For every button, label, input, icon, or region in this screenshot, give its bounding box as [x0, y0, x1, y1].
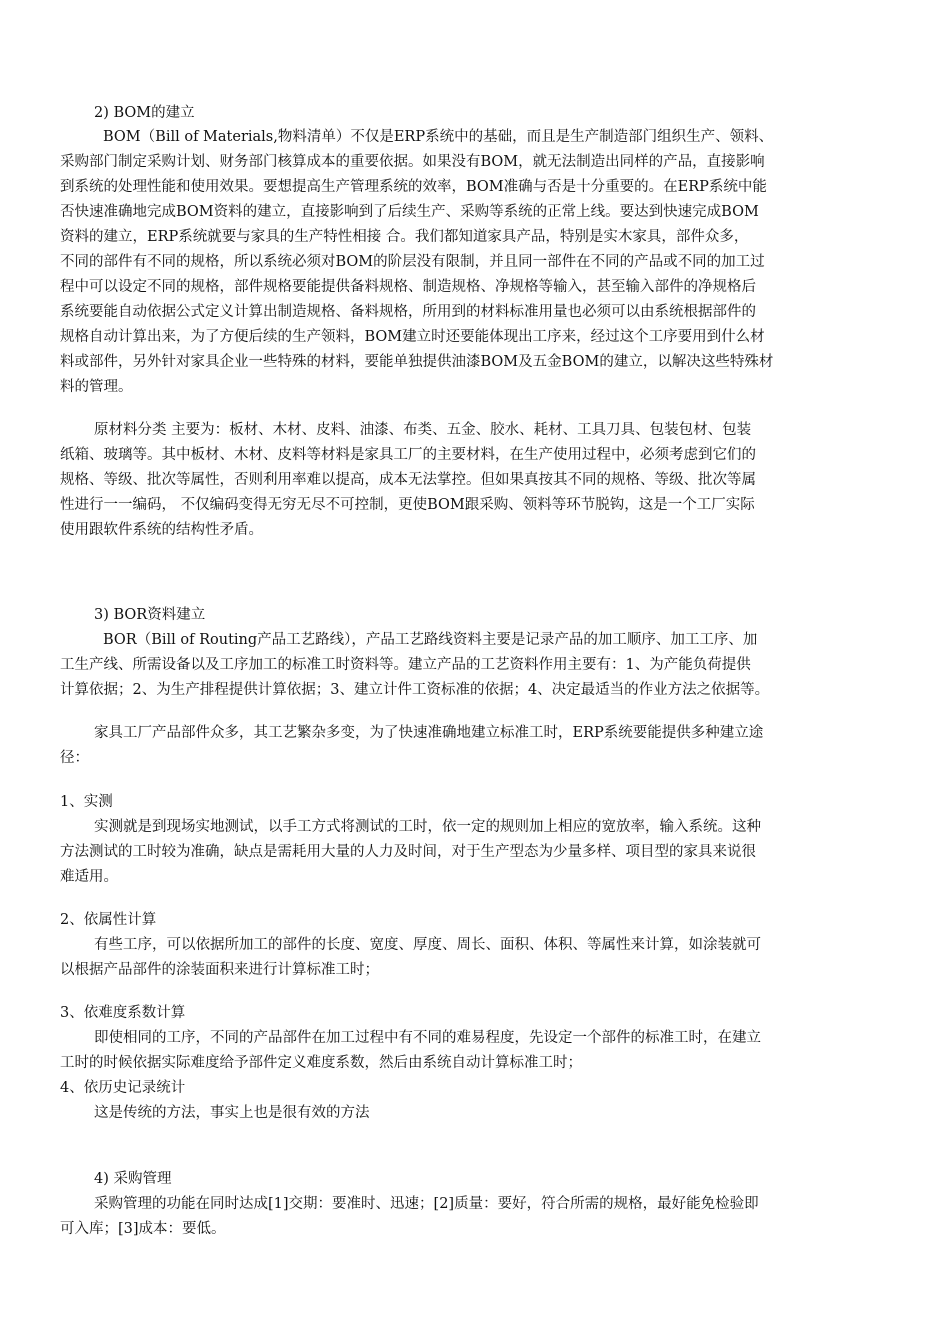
paragraph-line: 采购部门制定采购计划、财务部门核算成本的重要依据。如果没有BOM，就无法制造出同样的产品，直接影响 — [60, 154, 765, 170]
paragraph-line: 这是传统的方法，事实上也是很有效的方法 — [94, 1105, 370, 1121]
list-item-title: 4、依历史记录统计 — [60, 1080, 186, 1096]
paragraph-line: 性进行一一编码， 不仅编码变得无穷无尽不可控制，更使BOM跟采购、领料等环节脱钩，这是一个工厂实际 — [60, 497, 755, 513]
paragraph-line: 以根据产品部件的涂装面积来进行计算标准工时； — [60, 962, 379, 978]
paragraph-line: 径： — [60, 750, 89, 766]
paragraph-line: BOM（Bill of Materials,物料清单）不仅是ERP系统中的基础，而且是生产制造部门组织生产、领料、 — [103, 129, 774, 145]
list-item-title: 3、依难度系数计算 — [60, 1005, 186, 1021]
paragraph-line: 工生产线、所需设备以及工序加工的标准工时资料等。建立产品的工艺资料作用主要有：1、为产能负荷提供 — [60, 657, 751, 673]
section-heading-bor: 3) BOR资料建立 — [94, 607, 206, 623]
paragraph-line: 可入库；[3]成本：要低。 — [60, 1221, 226, 1237]
list-item-title: 1、实测 — [60, 794, 113, 810]
paragraph-line: 家具工厂产品部件众多，其工艺繁杂多变，为了快速准确地建立标准工时，ERP系统要能提供多种建立途 — [94, 725, 764, 741]
paragraph-line: 系统要能自动依据公式定义计算出制造规格、备料规格，所用到的材料标准用量也必须可以由系统根据部件的 — [60, 304, 756, 320]
paragraph-line: 规格、等级、批次等属性，否则利用率难以提高，成本无法掌控。但如果真按其不同的规格、等级、批次等属 — [60, 472, 756, 488]
paragraph-line: 工时的时候依据实际难度给予部件定义难度系数，然后由系统自动计算标准工时； — [60, 1055, 582, 1071]
section-heading-bom: 2) BOM的建立 — [94, 105, 195, 121]
paragraph-line: 方法测试的工时较为准确，缺点是需耗用大量的人力及时间，对于生产型态为少量多样、项目型的家具来说很 — [60, 844, 756, 860]
paragraph-line: 料或部件，另外针对家具企业一些特殊的材料，要能单独提供油漆BOM及五金BOM的建立，以解决这些特殊材 — [60, 354, 774, 370]
paragraph-line: 采购管理的功能在同时达成[1]交期：要准时、迅速；[2]质量：要好，符合所需的规格，最好能免检验即 — [94, 1196, 759, 1212]
paragraph-line: 使用跟软件系统的结构性矛盾。 — [60, 522, 263, 538]
section-heading-purchasing: 4) 采购管理 — [94, 1171, 172, 1187]
paragraph-line: 资料的建立，ERP系统就要与家具的生产特性相接 合。我们都知道家具产品，特别是实木家具，部件众多， — [60, 229, 749, 245]
paragraph-line: 程中可以设定不同的规格，部件规格要能提供备料规格、制造规格、净规格等输入，甚至输入部件的净规格后 — [60, 279, 756, 295]
paragraph-line: 计算依据；2、为生产排程提供计算依据；3、建立计件工资标准的依据；4、决定最适当的作业方法之依据等。 — [60, 682, 770, 698]
paragraph-line: 难适用。 — [60, 869, 118, 885]
paragraph-line: 不同的部件有不同的规格，所以系统必须对BOM的阶层没有限制，并且同一部件在不同的产品或不同的加工过 — [60, 254, 765, 270]
paragraph-line: 纸箱、玻璃等。其中板材、木材、皮料等材料是家具工厂的主要材料，在生产使用过程中，必须考虑到它们的 — [60, 447, 756, 463]
paragraph-line: 即使相同的工序，不同的产品部件在加工过程中有不同的难易程度，先设定一个部件的标准工时，在建立 — [94, 1030, 761, 1046]
paragraph-line: 实测就是到现场实地测试，以手工方式将测试的工时，依一定的规则加上相应的宽放率，输入系统。这种 — [94, 819, 761, 835]
paragraph-line: 规格自动计算出来，为了方便后续的生产领料，BOM建立时还要能体现出工序来，经过这个工序要用到什么材 — [60, 329, 765, 345]
paragraph-line: BOR（Bill of Routing产品工艺路线），产品工艺路线资料主要是记录产品的加工顺序、加工工序、加 — [103, 632, 758, 648]
paragraph-line: 料的管理。 — [60, 379, 133, 395]
list-item-title: 2、依属性计算 — [60, 912, 157, 928]
paragraph-line: 否快速准确地完成BOM资料的建立，直接影响到了后续生产、采购等系统的正常上线。要达到快速完成BOM — [60, 204, 759, 220]
paragraph-line: 原材料分类 主要为：板材、木材、皮料、油漆、布类、五金、胶水、耗材、工具刀具、包装包材、包装 — [94, 422, 752, 438]
paragraph-line: 有些工序，可以依据所加工的部件的长度、宽度、厚度、周长、面积、体积、等属性来计算，如涂装就可 — [94, 937, 761, 953]
paragraph-line: 到系统的处理性能和使用效果。要想提高生产管理系统的效率，BOM准确与否是十分重要的。在ERP系统中能 — [60, 179, 767, 195]
